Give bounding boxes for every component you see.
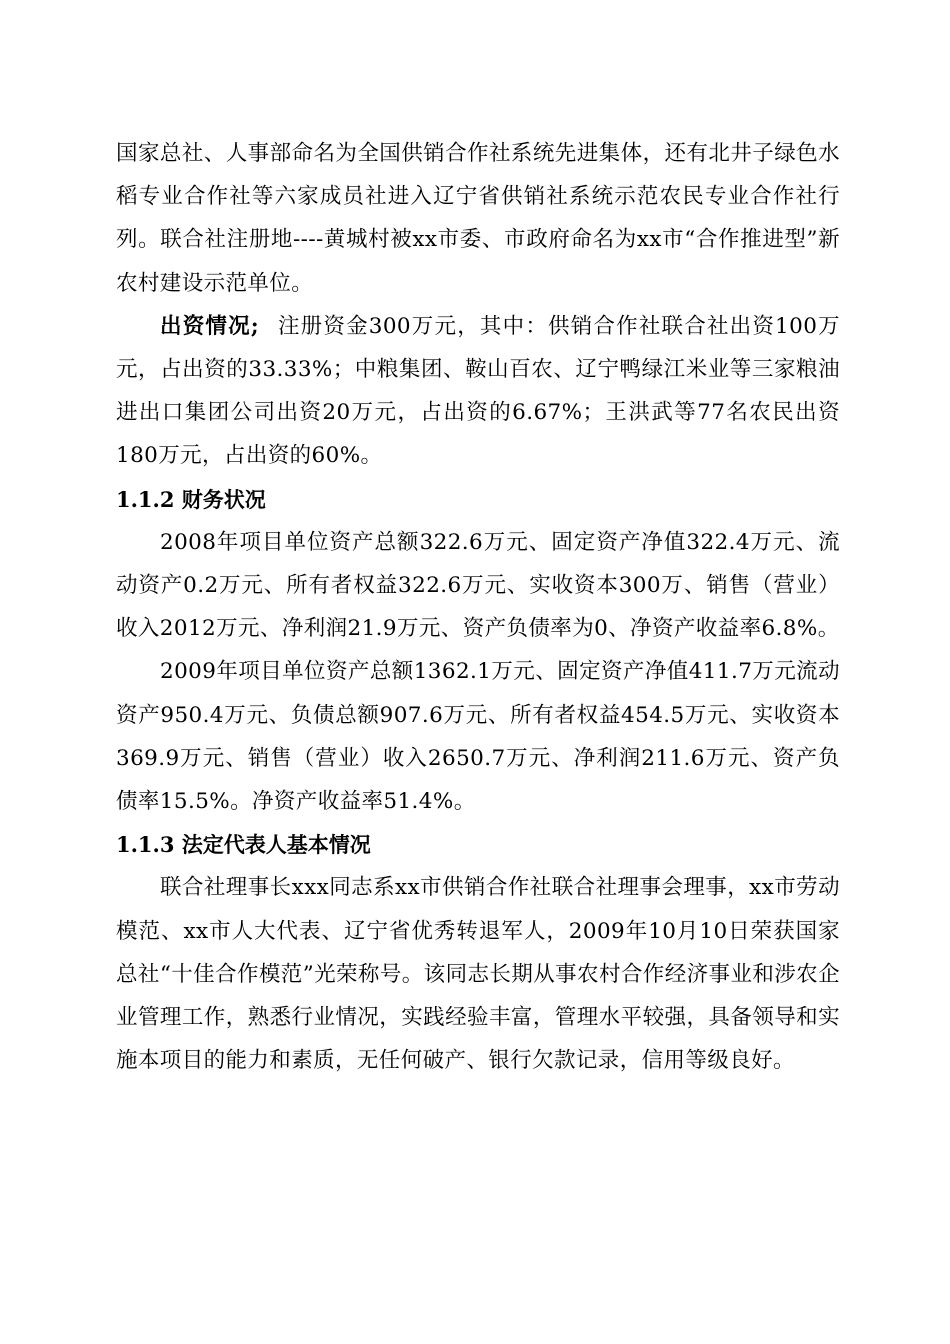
section-heading-financial: 1.1.2 财务状况: [116, 486, 266, 512]
paragraph-financial-2008: 2008年项目单位资产总额322.6万元、固定资产净值322.4万元、流动资产0.2万元、所有者权益322.6万元、实收资本300万、销售（营业）收入2012万元、净利润21.9万元、资产负债率为0、净资产收益率6.8%。: [116, 529, 840, 642]
paragraph-legal-rep: 联合社理事长xxx同志系xx市供销合作社联合社理事会理事，xx市劳动模范、xx市人大代表、辽宁省优秀转退军人，2009年10月10日荣获国家总社“十佳合作模范”光荣称号。该同志长期从事农村合作经济事业和涉农企业管理工作，熟悉行业情况，实践经验丰富，管理水平较强，具备领导和实施本项目的能力和素质，无任何破产、银行欠款记录，信用等级良好。: [116, 875, 840, 1074]
investment-text: 注册资金300万元，其中：供销合作社联合社出资100万元，占出资的33.33%；中粮集团、鞍山百农、辽宁鸭绿江米业等三家粮油进出口集团公司出资20万元，占出资的6.67%；王洪武等77名农民出资180万元，占出资的60%。: [116, 313, 840, 469]
section-heading-legal-rep: 1.1.3 法定代表人基本情况: [116, 832, 371, 858]
investment-label: 出资情况;: [160, 313, 260, 339]
document-page: [116, 132, 840, 1082]
paragraph-honors: 国家总社、人事部命名为全国供销合作社系统先进集体，还有北井子绿色水稻专业合作社等六家成员社进入辽宁省供销社系统示范农民专业合作社行列。联合社注册地----黄城村被xx市委、市政府命名为xx市“合作推进型”新农村建设示范单位。: [116, 141, 840, 296]
paragraph-investment: [116, 305, 840, 478]
paragraph-financial-2009: 2009年项目单位资产总额1362.1万元、固定资产净值411.7万元流动资产950.4万元、负债总额907.6万元、所有者权益454.5万元、实收资本369.9万元、销售（营业）收入2650.7万元、净利润211.6万元、资产负债率15.5%。净资产收益率51.4%。: [116, 659, 840, 815]
